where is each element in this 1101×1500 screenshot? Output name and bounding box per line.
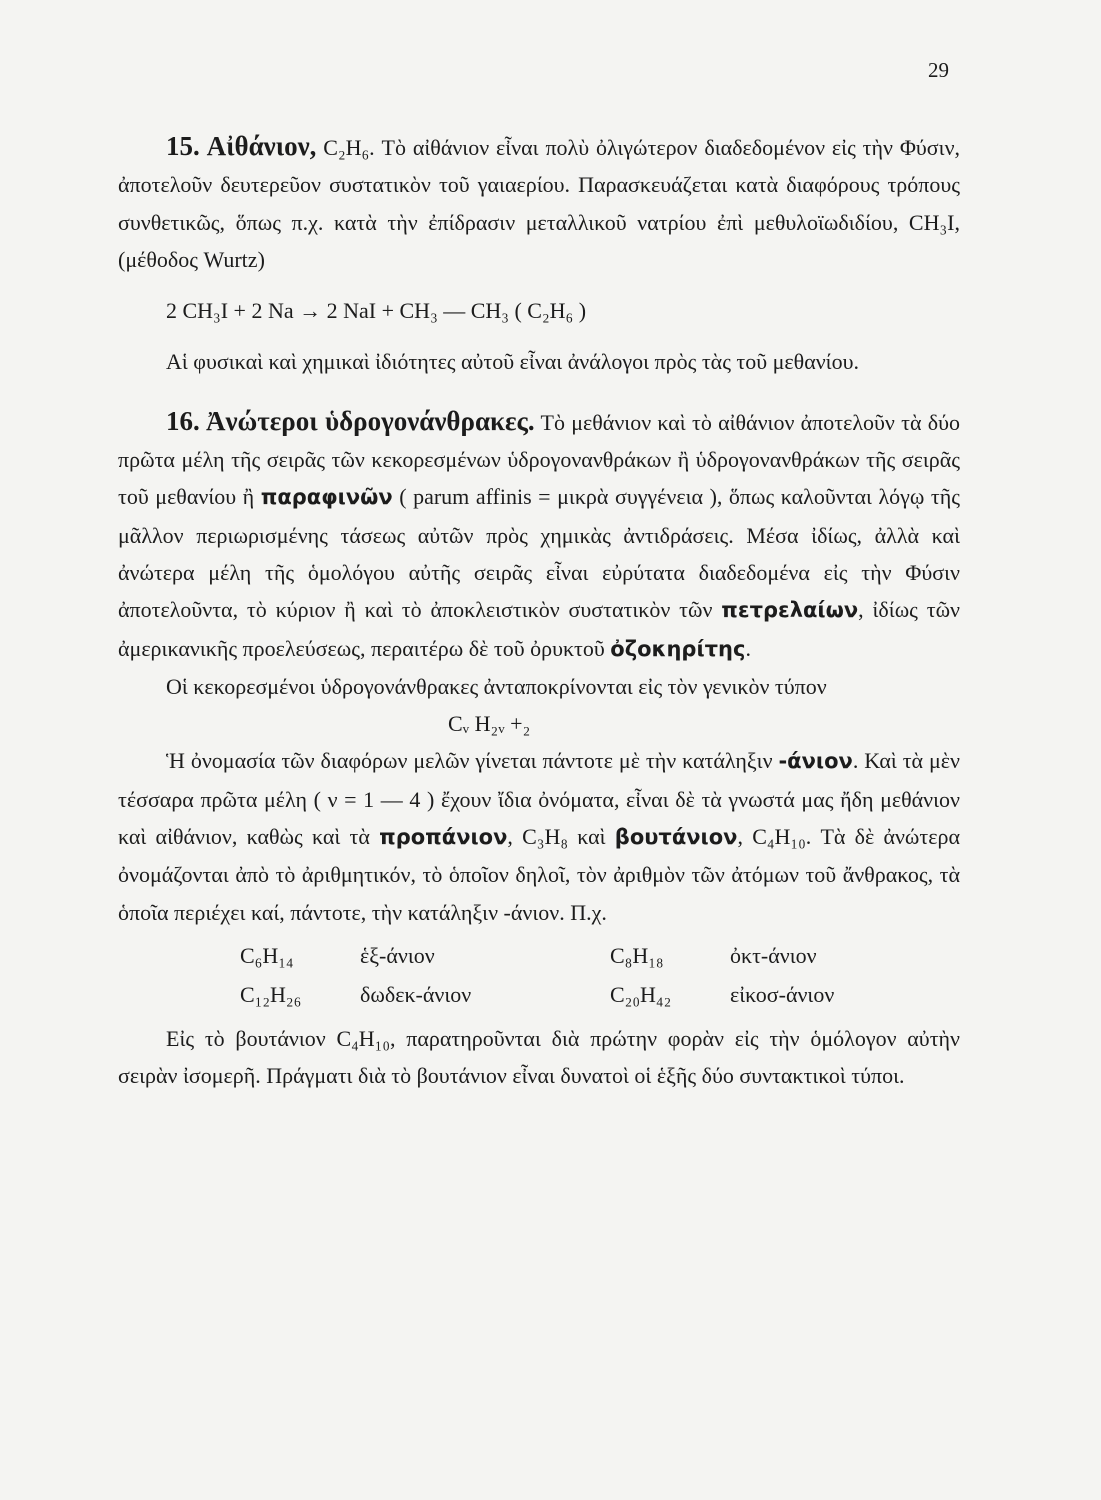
alkane-name: ὀκτ-άνιον	[730, 942, 817, 968]
alkane-formula: C₆H₁₄	[240, 942, 294, 968]
alkane-name: δωδεκ-άνιον	[360, 982, 472, 1008]
term-petroleum: πετρελαίων	[721, 598, 859, 623]
wurtz-reaction-equation: 2 CH₃I + 2 Na → 2 NaI + CH₃ — CH₃ ( C₂H₆ )	[166, 298, 587, 324]
section-16-text: ( parum affinis = μικρὰ συγγένεια ), ὅπως καλοῦνται λόγῳ τῆς μᾶλλον περιωρισμένης τάσεως αὐτῶν πρὸς χημικὰς ἀντιδράσεις. Μέσα ἰδίως, ἀλλὰ καὶ ἀνώτερα μέλη τῆς ὁμολόγου αὐτῆς σειρᾶς εἶναι εὐρύτατα διαδεδομένα εἰς τὴν Φύσιν ἀποτελοῦντα, τὸ κύριον ἢ καὶ τὸ ἀποκλειστικὸν συστατικὸν τῶν	[118, 484, 960, 623]
section-16-paragraph-2: Οἱ κεκορεσμένοι ὑδρογονάνθρακες ἀνταποκρίνονται εἰς τὸν γενικὸν τύπον	[166, 673, 827, 699]
section-15-number: 15.	[166, 131, 200, 161]
alkane-names-table	[118, 937, 960, 1014]
section-16-text: Τὸ μεθάνιον καὶ τὸ αἰθάνιον ἀποτελοῦν τὰ δύο πρῶτα μέλη τῆς σειρᾶς τῶν κεκορεσμένων ὑδρογονανθράκων ἢ ὑδρογονανθράκων τῆς σειρᾶς τοῦ μεθανίου ἢ	[118, 409, 960, 510]
section-16-text: , C₄H₁₀. Τὰ δὲ ἀνώτερα ὀνομάζονται ἀπὸ τὸ ἀριθμητικόν, τὸ ὁποῖον δηλοῖ, τὸν ἀριθμὸν τῶν ἀτόμων τοῦ ἄνθρακος, τὰ ὁποῖα περιέχει καί, πάντοτε, τὴν κατάληξιν -άνιον. Π.χ.	[118, 824, 961, 925]
section-16-text: .	[745, 635, 751, 661]
alkane-formula: C₁₂H₂₆	[240, 982, 302, 1008]
section-16-text: Ἡ ὀνομασία τῶν διαφόρων μελῶν γίνεται πάντοτε μὲ τὴν κατάληξιν	[166, 748, 779, 774]
section-16-number: 16.	[166, 405, 200, 436]
alkane-name: εἰκοσ-άνιον	[730, 982, 835, 1008]
section-16-paragraph-1	[118, 403, 960, 668]
spacer	[118, 278, 960, 288]
alkane-formula: C₂₀H₄₂	[610, 982, 672, 1008]
section-16-paragraph-3	[118, 742, 960, 930]
section-15-text: Τὸ αἰθάνιον εἶναι πολὺ ὀλιγώτερον διαδεδομένον εἰς τὴν Φύσιν, ἀποτελοῦν δευτερεῦον συστατικὸν τοῦ γαιαερίου. Παρασκευάζεται κατὰ διαφόρους τρόπους συνθετικῶς, ὅπως π.χ. κατὰ τὴν ἐπίδρασιν μεταλλικοῦ νατρίου ἐπὶ μεθυλοϊωδιδίου, CH₃I, (μέθοδος Wurtz)	[118, 135, 961, 272]
term-ozokerite: ὀζοκηρίτης	[610, 636, 746, 661]
alkane-name: ἑξ-άνιον	[360, 942, 435, 968]
section-15-properties: Αἱ φυσικαὶ καὶ χημικαὶ ἰδιότητες αὐτοῦ εἶναι ἀνάλογοι πρὸς τὰς τοῦ μεθανίου.	[166, 349, 859, 375]
spacer	[118, 381, 960, 403]
general-formula: Cᵥ H₂ᵥ +₂	[448, 711, 531, 737]
section-16-text: , C₃H₈ καὶ	[507, 824, 615, 850]
term-butane: βουτάνιον	[614, 825, 738, 850]
section-16-heading: Ἀνώτεροι ὑδρογονάνθρακες.	[206, 405, 535, 436]
section-16-text: . Καὶ τὰ μὲν τέσσαρα πρῶτα μέλη ( ν = 1 — 4 ) ἔχουν ἴδια ὀνόματα, εἶναι δὲ τὰ γνωστά μας ἤδη μεθάνιον καὶ αἰθάνιον, καθὼς καὶ τὰ	[118, 748, 960, 850]
section-15-formula: C₂H₆.	[323, 135, 375, 160]
term-anion-suffix: -άνιον	[778, 749, 853, 774]
section-16-paragraph-4: Εἰς τὸ βουτάνιον C₄H₁₀, παρατηροῦνται διὰ πρώτην φορὰν εἰς τὴν ὁμόλογον αὐτὴν σειρὰν ἰσομερῆ. Πράγματι διὰ τὸ βουτάνιον εἶναι δυνατοὶ οἱ ἑξῆς δύο συντακτικοὶ τύποι.	[118, 1025, 960, 1088]
section-15-heading: Αἰθάνιον,	[206, 131, 317, 161]
page-content	[118, 128, 960, 1094]
section-15-paragraph	[118, 128, 960, 278]
term-propane: προπάνιον	[379, 825, 508, 850]
alkane-formula: C₈H₁₈	[610, 942, 664, 968]
page-number: 29	[928, 58, 949, 82]
spacer	[118, 333, 960, 343]
term-paraffins: παραφινῶν	[260, 485, 393, 510]
section-16-text: , ἰδίως τῶν ἀμερικανικῆς προελεύσεως, περαιτέρω δὲ τοῦ ὀρυκτοῦ	[118, 597, 961, 661]
